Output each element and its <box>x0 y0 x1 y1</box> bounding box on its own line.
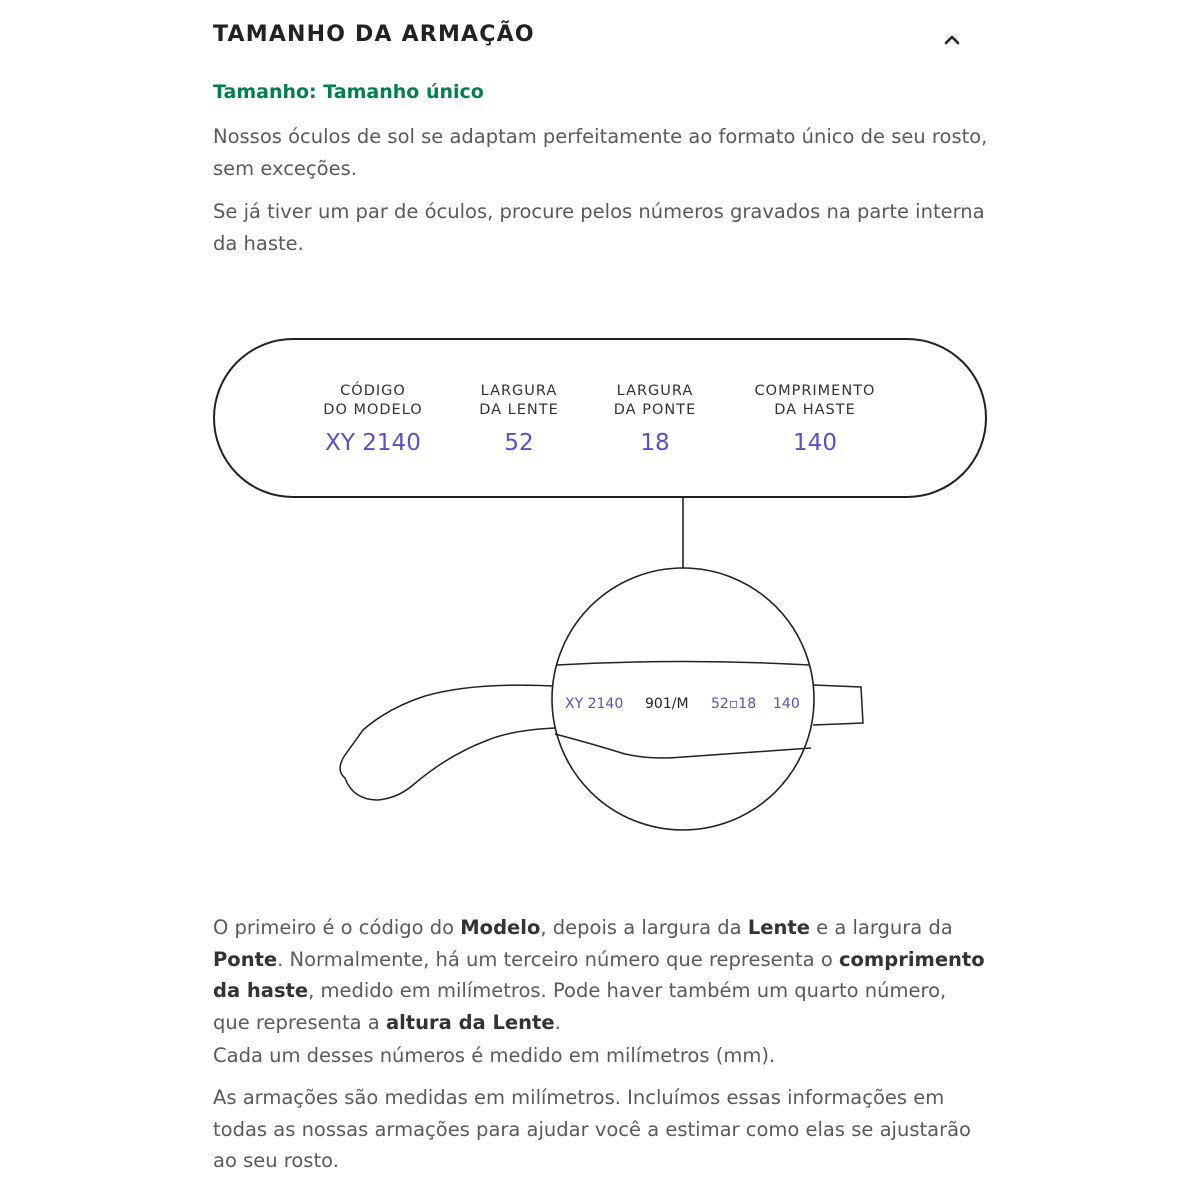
hinge <box>813 685 863 725</box>
frame-size-panel <box>213 0 988 1200</box>
engraving-color-code: 901/M <box>645 696 689 712</box>
explanation-paragraph: O primeiro é o código do Modelo, depois a largura da Lente e a largura da Ponte. Normalmente, há um terceiro número que representa o comprimento da haste, medido em milímetros. Pode haver também um quarto número, que representa a altura da Lente. <box>213 916 985 1034</box>
caption-model-code: CÓDIGO DO MODELO <box>323 383 423 418</box>
engraving-model: XY 2140 <box>565 696 624 712</box>
engraving-sizes: 52▫18 <box>711 696 757 712</box>
caption-bridge-width: LARGURA DA PONTE <box>613 383 697 418</box>
value-bridge-width: 18 <box>640 430 670 456</box>
closing-paragraph: As armações são medidas em milímetros. Incluímos essas informações em todas as nossas armações para ajudar você a estimar como elas se ajustarão ao seu rosto. <box>213 1086 971 1172</box>
accordion-title: TAMANHO DA ARMAÇÃO <box>213 22 535 47</box>
caption-temple-length: COMPRIMENTO DA HASTE <box>754 383 876 418</box>
size-label: Tamanho: Tamanho único <box>213 81 484 103</box>
caption-lens-width: LARGURA DA LENTE <box>479 383 559 418</box>
frame-measurement-diagram <box>213 330 993 840</box>
engraving-temple: 140 <box>773 696 800 712</box>
intro-paragraph-1: Nossos óculos de sol se adaptam perfeitamente ao formato único de seu rosto, sem exceções. <box>213 125 988 180</box>
temple-arm <box>340 685 555 800</box>
value-model-code: XY 2140 <box>325 430 421 456</box>
frame-size-accordion-header[interactable] <box>213 22 973 56</box>
value-lens-width: 52 <box>504 430 534 456</box>
chevron-up-icon[interactable] <box>942 30 962 50</box>
value-temple-length: 140 <box>793 430 837 456</box>
units-note: Cada um desses números é medido em milímetros (mm). <box>213 1044 776 1067</box>
intro-paragraph-2: Se já tiver um par de óculos, procure pelos números gravados na parte interna da haste. <box>213 200 985 255</box>
